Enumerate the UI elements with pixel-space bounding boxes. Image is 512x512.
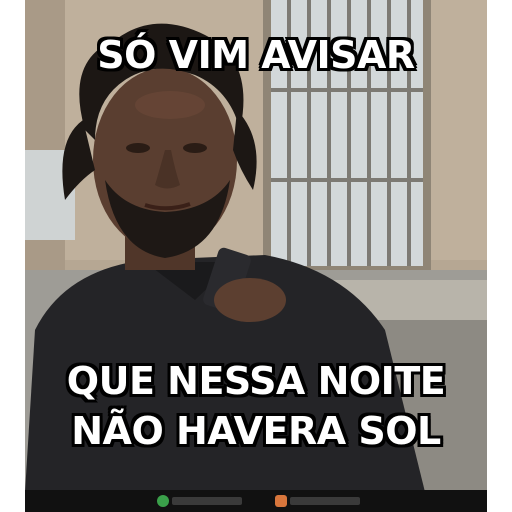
left-eye bbox=[126, 143, 150, 153]
bottom-caption-line-2: NÃO HAVERA SOL bbox=[71, 409, 441, 453]
right-eye bbox=[183, 143, 207, 153]
watermark-text-blur bbox=[172, 497, 242, 505]
top-caption-text: SÓ VIM AVISAR bbox=[97, 33, 415, 77]
green-circle-icon bbox=[157, 495, 169, 507]
top-caption bbox=[25, 30, 487, 80]
forehead-highlight bbox=[135, 91, 205, 119]
watermark-text-blur bbox=[290, 497, 360, 505]
bottom-caption bbox=[25, 356, 487, 456]
watermark-bar bbox=[25, 490, 487, 512]
meme-image bbox=[25, 0, 487, 512]
bottom-caption-line-1: QUE NESSA NOITE bbox=[66, 359, 446, 403]
orange-square-icon bbox=[275, 495, 287, 507]
hand bbox=[214, 278, 286, 322]
